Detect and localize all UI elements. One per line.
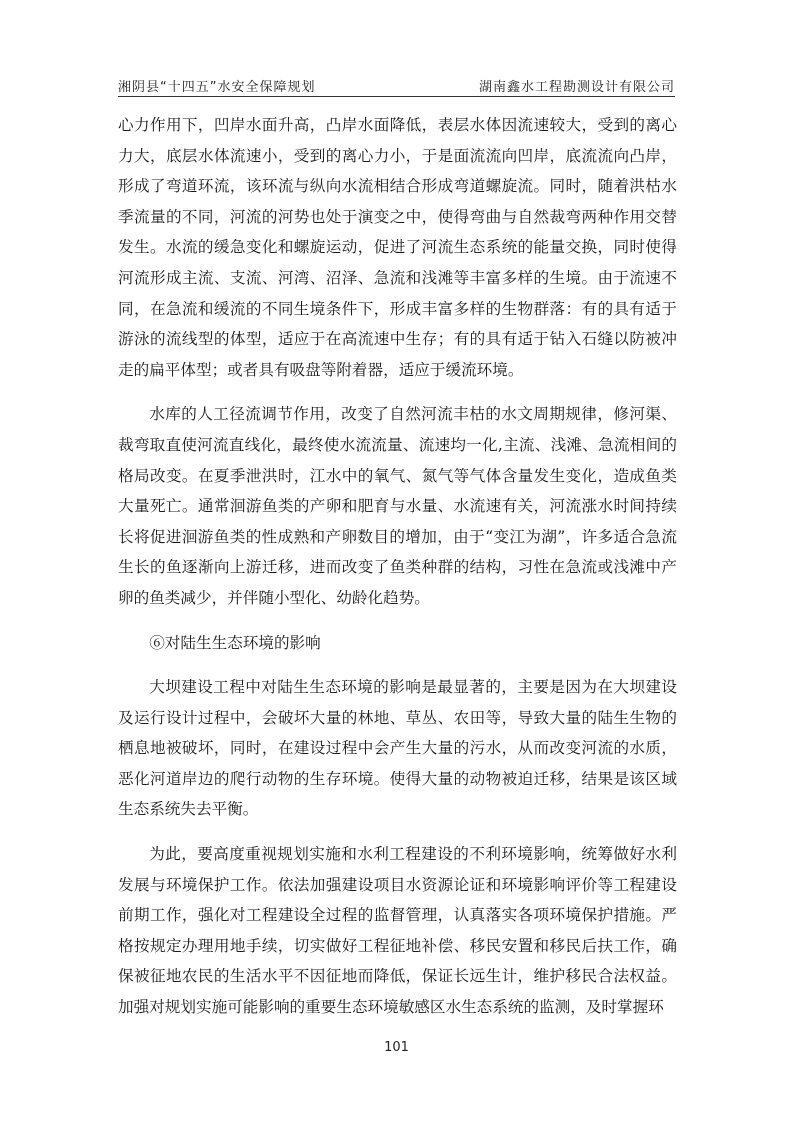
paragraph: 大坝建设工程中对陆生生态环境的影响是最显著的，主要是因为在大坝建设及运行设计过程中，会破坏大量的林地、草丛、农田等，导致大量的陆生生物的栖息地被破坏，同时，在建设过程中会产生大量的污水，从而改变河流的水质，恶化河道岸边的爬行动物的生存环境。使得大量的动物被迫迁移，结果是该区域生态系统失去平衡。 <box>118 678 677 819</box>
paragraph-continued: 心力作用下，凹岸水面升高，凸岸水面降低，表层水体因流速较大，受到的离心力大，底层水体流速小，受到的离心力小，于是面流流向凹岸，底流流向凸岸，形成了弯道环流，该环流与纵向水流相结合形成弯道螺旋流。同时，随着洪枯水季流量的不同，河流的河势也处于演变之中，使得弯曲与自然裁弯两种作用交替发生。水流的缓急变化和螺旋运动，促进了河流生态系统的能量交换，同时使得河流形成主流、支流、河湾、沼泽、急流和浅滩等丰富多样的生境。由于流速不同，在急流和缓流的不同生境条件下，形成丰富多样的生物群落：有的具有适于游泳的流线型的体型，适应于在高流速中生存；有的具有适于钻入石缝以防被冲走的扁平体型；或者具有吸盘等附着器，适应于缓流环境。 <box>118 116 677 379</box>
company-name: 湖南鑫水工程勘测设计有限公司 <box>478 80 675 95</box>
document-title: 湘阴县“十四五”水安全保障规划 <box>118 80 316 95</box>
page-header <box>118 74 675 97</box>
page-number: 101 <box>384 1040 409 1055</box>
paragraph: 水库的人工径流调节作用，改变了自然河流丰枯的水文周期规律，修河渠、裁弯取直使河流直线化，最终使水流流量、流速均一化,主流、浅滩、急流相间的格局改变。在夏季泄洪时，江水中的氧气、氮气等气体含量发生变化，造成鱼类大量死亡。通常洄游鱼类的产卵和肥育与水量、水流速有关，河流涨水时间持续长将促进洄游鱼类的性成熟和产卵数目的增加，由于“变江为湖”，许多适合急流生长的鱼逐渐向上游迁移，进而改变了鱼类种群的结构，习性在急流或浅滩中产卵的鱼类减少，并伴随小型化、幼龄化趋势。 <box>118 405 677 607</box>
body-text <box>118 110 677 1023</box>
paragraph: 为此，要高度重视规划实施和水利工程建设的不利环境影响，统筹做好水利发展与环境保护工作。依法加强建设项目水资源论证和环境影响评价等工程建设前期工作，强化对工程建设全过程的监督管理，认真落实各项环境保护措施。严格按规定办理用地手续，切实做好工程征地补偿、移民安置和移民后扶工作，确保被征地农民的生活水平不因征地而降低，保证长远生计，维护移民合法权益。加强对规划实施可能影响的重要生态环境敏感区水生态系统的监测，及时掌握环 <box>118 845 677 1017</box>
section-heading: ⑥对陆生生态环境的影响 <box>149 633 321 652</box>
